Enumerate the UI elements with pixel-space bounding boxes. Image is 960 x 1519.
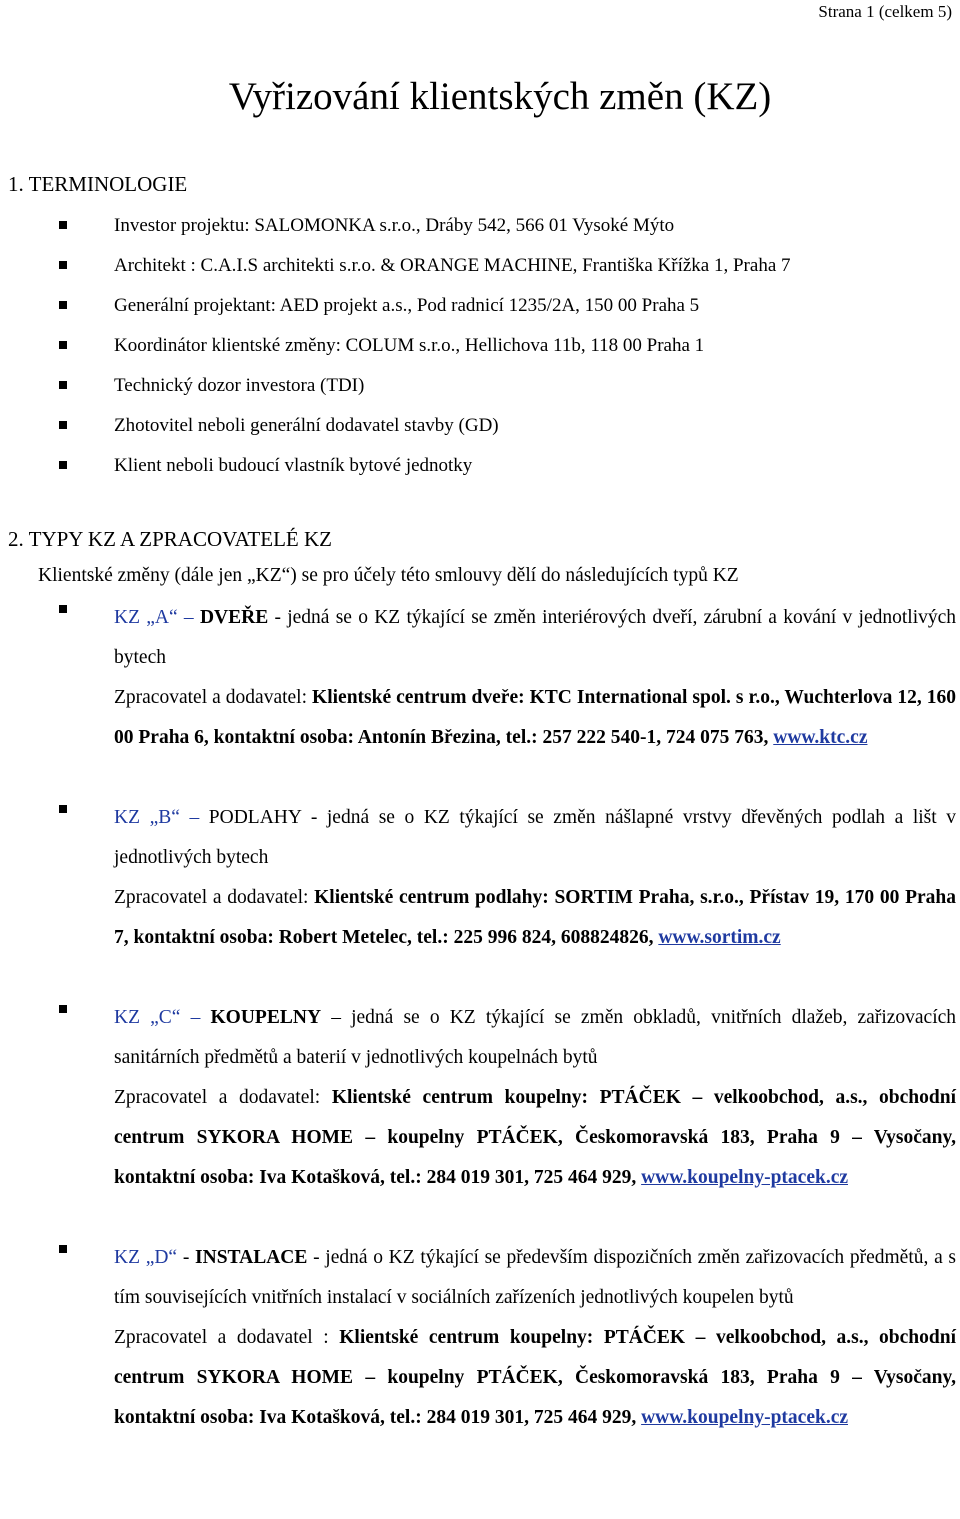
kz-name: INSTALACE	[195, 1247, 308, 1268]
page-title: Vyřizování klientských změn (KZ)	[228, 75, 772, 118]
kz-code: KZ „B“	[114, 807, 180, 828]
kz-processor: Zpracovatel a dodavatel: Klientské centrum koupelny: PTÁČEK – velkoobchod, a.s., obchodní centrum SYKORA HOME – koupelny PTÁČEK, Českomoravská 183, Praha 9 – Vysočany, kontaktní osoba: Iva Kotašková, tel.: 284 019 301, 725 464 929, www.koupelny-ptacek.cz	[114, 1087, 956, 1188]
bullet-square-icon	[59, 261, 67, 269]
bullet-square-icon	[59, 805, 67, 813]
kz-processor: Zpracovatel a dodavatel : Klientské centrum koupelny: PTÁČEK – velkoobchod, a.s., obchodní centrum SYKORA HOME – koupelny PTÁČEK, Českomoravská 183, Praha 9 – Vysočany, kontaktní osoba: Iva Kotašková, tel.: 284 019 301, 725 464 929, www.koupelny-ptacek.cz	[114, 1327, 956, 1428]
bullet-square-icon	[59, 221, 67, 229]
kz-code: KZ „A“	[114, 607, 178, 628]
bullet-square-icon	[59, 381, 67, 389]
kz-description: KZ „B“ – PODLAHY - jedná se o KZ týkající se změn nášlapné vrstvy dřevěných podlah a lišt v jednotlivých bytech	[114, 807, 957, 868]
bullet-square-icon	[59, 461, 67, 469]
kz-processor: Zpracovatel a dodavatel: Klientské centrum dveře: KTC International spol. s r.o., Wuchterlova 12, 160 00 Praha 6, kontaktní osoba: Antonín Březina, tel.: 257 222 540-1, 724 075 763, www.ktc.cz	[114, 687, 956, 748]
bullet-square-icon	[59, 605, 67, 613]
website-link[interactable]: www.ktc.cz	[773, 727, 868, 748]
section-heading-types: 2. TYPY KZ A ZPRACOVATELÉ KZ	[8, 527, 332, 551]
bullet-square-icon	[59, 341, 67, 349]
kz-name: DVEŘE	[199, 607, 269, 628]
kz-type-a	[59, 598, 956, 758]
website-link[interactable]: www.koupelny-ptacek.cz	[641, 1167, 849, 1188]
kz-name: PODLAHY	[208, 807, 302, 828]
kz-description: KZ „D“ - INSTALACE - jedná o KZ týkající se především dispozičních změn zařizovacích předmětů, a s tím souvisejících vnitřních instalací v sociálních zařízeních jednotlivých koupelen bytů	[114, 1247, 957, 1308]
bullet-square-icon	[59, 421, 67, 429]
page-number: Strana 1 (celkem 5)	[818, 2, 952, 21]
bullet-square-icon	[59, 301, 67, 309]
kz-processor: Zpracovatel a dodavatel: Klientské centrum podlahy: SORTIM Praha, s.r.o., Přístav 19, 170 00 Praha 7, kontaktní osoba: Robert Metelec, tel.: 225 996 824, 608824826, www.sortim.cz	[114, 887, 956, 948]
kz-type-c	[59, 998, 956, 1198]
section-heading-terminology: 1. TERMINOLOGIE	[8, 172, 188, 196]
website-link[interactable]: www.sortim.cz	[658, 927, 781, 948]
bullet-square-icon	[59, 1005, 67, 1013]
kz-name: KOUPELNY	[210, 1007, 322, 1028]
kz-description: KZ „C“ – KOUPELNY – jedná se o KZ týkající se změn obkladů, vnitřních dlažeb, zařizovacích sanitárních předmětů a baterií v jednotlivých koupelnách bytů	[114, 1007, 957, 1068]
kz-code: KZ „D“	[114, 1247, 178, 1268]
website-link[interactable]: www.koupelny-ptacek.cz	[641, 1407, 849, 1428]
kz-code: KZ „C“	[114, 1007, 181, 1028]
section-intro: Klientské změny (dále jen „KZ“) se pro účely této smlouvy dělí do následujících typů KZ	[38, 565, 739, 586]
kz-description: KZ „A“ – DVEŘE - jedná se o KZ týkající se změn interiérových dveří, zárubní a kování v jednotlivých bytech	[114, 607, 957, 668]
kz-type-b	[59, 798, 956, 958]
kz-type-d	[59, 1238, 956, 1438]
bullet-square-icon	[59, 1245, 67, 1253]
